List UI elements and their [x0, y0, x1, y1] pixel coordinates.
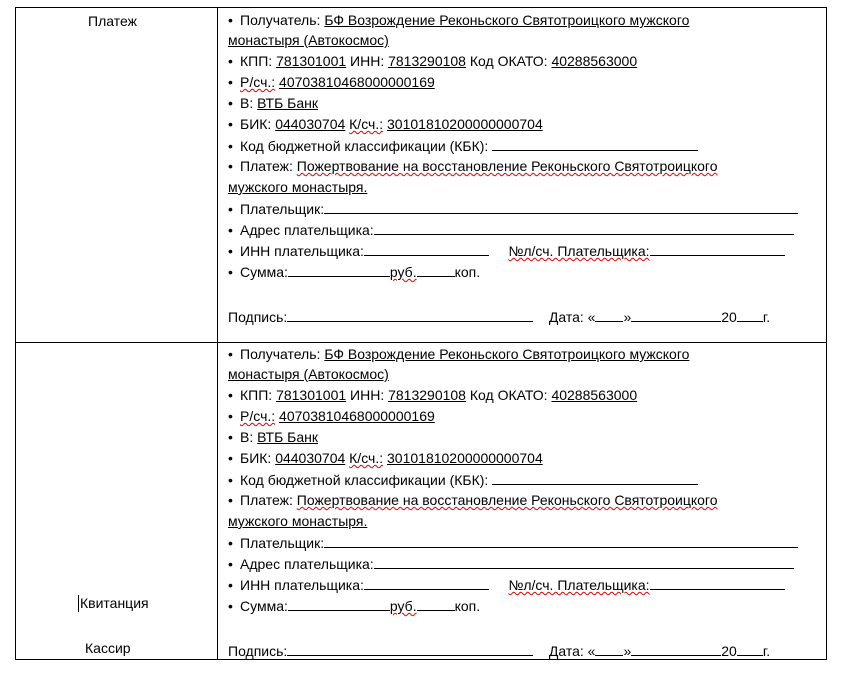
purpose-value-cont: мужского монастыря.	[228, 513, 368, 529]
purpose-label: Платеж:	[240, 158, 293, 174]
kbk-label: Код бюджетной классификации (КБК):	[240, 472, 489, 488]
signature-label: Подпись:	[228, 643, 288, 659]
payer-account-blank[interactable]	[650, 575, 785, 590]
receipt-label: Квитанция	[80, 595, 149, 611]
purpose-value-cont: мужского монастыря.	[228, 179, 368, 195]
purpose-line	[228, 491, 718, 509]
kpp-line	[228, 386, 637, 404]
bullet-icon: •	[228, 429, 233, 445]
bullet-icon: •	[228, 450, 233, 466]
okato-value: 40288563000	[551, 387, 638, 403]
inn-value: 7813290108	[388, 53, 466, 69]
bullet-icon: •	[228, 243, 233, 259]
bullet-icon: •	[228, 158, 233, 174]
payer-account-blank[interactable]	[650, 241, 785, 256]
kpp-line	[228, 52, 637, 70]
kbk-blank[interactable]	[492, 470, 698, 485]
year-prefix: 20	[721, 643, 737, 659]
recipient-value: БФ Возрождение Реконьского Святотроицкого мужского	[324, 346, 690, 362]
recipient-line	[228, 345, 689, 363]
payer-address-blank[interactable]	[374, 220, 794, 235]
year-suffix: г.	[762, 309, 771, 325]
day-blank[interactable]	[595, 307, 623, 322]
account-line	[228, 73, 435, 91]
kpp-label: КПП:	[240, 53, 273, 69]
recipient-label: Получатель:	[240, 346, 321, 362]
bik-line	[228, 115, 543, 133]
purpose-line-2	[228, 178, 367, 196]
bank-label: В:	[240, 429, 254, 445]
kbk-label: Код бюджетной классификации (КБК):	[240, 138, 489, 154]
bullet-icon: •	[228, 74, 233, 90]
kop-label: коп.	[454, 598, 481, 614]
bik-label: БИК:	[240, 450, 272, 466]
payer-inn-line	[228, 575, 785, 594]
recipient-label: Получатель:	[240, 12, 321, 28]
bullet-icon: •	[228, 346, 233, 362]
inn-label: ИНН:	[350, 53, 385, 69]
sum-kop-blank[interactable]	[417, 262, 455, 277]
okato-label: Код ОКАТО:	[469, 387, 548, 403]
payer-address-label: Адрес плательщика:	[240, 556, 374, 572]
recipient-line-2	[228, 31, 389, 49]
row-divider	[16, 342, 826, 343]
payer-inn-label: ИНН плательщика:	[240, 243, 364, 259]
kpp-label: КПП:	[240, 387, 273, 403]
bullet-icon: •	[228, 387, 233, 403]
bik-line	[228, 449, 543, 467]
payer-label: Плательщик:	[240, 535, 325, 551]
month-blank[interactable]	[631, 307, 721, 322]
bik-label: БИК:	[240, 116, 272, 132]
payer-address-line	[228, 220, 794, 239]
kpp-value: 781301001	[276, 53, 347, 69]
signature-blank[interactable]	[287, 307, 533, 322]
payer-blank[interactable]	[324, 533, 798, 548]
bullet-icon: •	[228, 408, 233, 424]
day-blank[interactable]	[595, 641, 623, 656]
bik-value: 044030704	[275, 450, 346, 466]
kop-label: коп.	[454, 264, 481, 280]
bank-value: ВТБ Банк	[257, 95, 318, 111]
payer-address-label: Адрес плательщика:	[240, 222, 374, 238]
account-value: 40703810468000000169	[279, 408, 435, 424]
bullet-icon: •	[228, 53, 233, 69]
month-blank[interactable]	[631, 641, 721, 656]
bullet-icon: •	[228, 598, 233, 614]
signature-label: Подпись:	[228, 309, 288, 325]
purpose-value: Пожертвование на восстановление Реконьского Святотроицкого	[296, 158, 718, 174]
inn-label: ИНН:	[350, 387, 385, 403]
kbk-blank[interactable]	[492, 136, 698, 151]
bullet-icon: •	[228, 95, 233, 111]
bullet-icon: •	[228, 222, 233, 238]
purpose-value: Пожертвование на восстановление Реконьского Святотроицкого	[296, 492, 718, 508]
kpp-value: 781301001	[276, 387, 347, 403]
year-suffix: г.	[762, 643, 771, 659]
corr-account-label: К/сч.:	[349, 450, 384, 466]
kbk-line	[228, 470, 698, 489]
sum-label: Сумма:	[240, 264, 288, 280]
corr-account-value: 30101810200000000704	[387, 116, 543, 132]
signature-blank[interactable]	[287, 641, 533, 656]
inn-value: 7813290108	[388, 387, 466, 403]
recipient-line	[228, 11, 689, 29]
payer-line	[228, 199, 798, 218]
date-close: »	[623, 309, 632, 325]
sum-line	[228, 262, 480, 281]
text-cursor	[78, 595, 79, 612]
account-line	[228, 407, 435, 425]
payer-account-label: №л/сч. Плательщика:	[508, 577, 650, 593]
account-label: Р/сч.:	[240, 408, 276, 424]
bullet-icon: •	[228, 556, 233, 572]
payer-inn-blank[interactable]	[364, 241, 489, 256]
recipient-value: БФ Возрождение Реконьского Святотроицкого мужского	[324, 12, 690, 28]
okato-value: 40288563000	[551, 53, 638, 69]
payer-account-label: №л/сч. Плательщика:	[508, 243, 650, 259]
bullet-icon: •	[228, 116, 233, 132]
year-blank[interactable]	[737, 641, 763, 656]
purpose-line	[228, 157, 718, 175]
sum-kop-blank[interactable]	[417, 596, 455, 611]
recipient-value-cont: монастыря (Автокосмос)	[228, 32, 389, 48]
bank-line	[228, 428, 318, 446]
year-blank[interactable]	[737, 307, 763, 322]
payer-inn-label: ИНН плательщика:	[240, 577, 364, 593]
sum-label: Сумма:	[240, 598, 288, 614]
payment-form-table	[15, 7, 827, 660]
date-label: Дата: «	[548, 643, 596, 659]
bullet-icon: •	[228, 492, 233, 508]
year-prefix: 20	[721, 309, 737, 325]
corr-account-value: 30101810200000000704	[387, 450, 543, 466]
payer-address-line	[228, 554, 794, 573]
signature-line	[228, 307, 770, 326]
recipient-line-2	[228, 365, 389, 383]
bank-label: В:	[240, 95, 254, 111]
bullet-icon: •	[228, 472, 233, 488]
date-label: Дата: «	[548, 309, 596, 325]
okato-label: Код ОКАТО:	[469, 53, 548, 69]
bullet-icon: •	[228, 577, 233, 593]
bullet-icon: •	[228, 138, 233, 154]
sum-rub-blank[interactable]	[288, 596, 390, 611]
bank-line	[228, 94, 318, 112]
bullet-icon: •	[228, 535, 233, 551]
kbk-line	[228, 136, 698, 155]
corr-account-label: К/сч.:	[349, 116, 384, 132]
purpose-line-2	[228, 512, 367, 530]
account-label: Р/сч.:	[240, 74, 276, 90]
rub-label: руб.	[389, 598, 417, 614]
sum-line	[228, 596, 480, 615]
rub-label: руб.	[389, 264, 417, 280]
payer-line	[228, 533, 798, 552]
bik-value: 044030704	[275, 116, 346, 132]
payer-address-blank[interactable]	[374, 554, 794, 569]
signature-line	[228, 641, 770, 660]
column-divider	[217, 8, 218, 659]
payer-inn-blank[interactable]	[364, 575, 489, 590]
bullet-icon: •	[228, 264, 233, 280]
sum-rub-blank[interactable]	[288, 262, 390, 277]
bullet-icon: •	[228, 201, 233, 217]
cashier-label: Кассир	[85, 640, 131, 656]
payment-label: Платеж	[88, 13, 137, 29]
purpose-label: Платеж:	[240, 492, 293, 508]
bank-value: ВТБ Банк	[257, 429, 318, 445]
bullet-icon: •	[228, 12, 233, 28]
recipient-value-cont: монастыря (Автокосмос)	[228, 366, 389, 382]
account-value: 40703810468000000169	[279, 74, 435, 90]
payer-inn-line	[228, 241, 785, 260]
payer-blank[interactable]	[324, 199, 798, 214]
payer-label: Плательщик:	[240, 201, 325, 217]
date-close: »	[623, 643, 632, 659]
